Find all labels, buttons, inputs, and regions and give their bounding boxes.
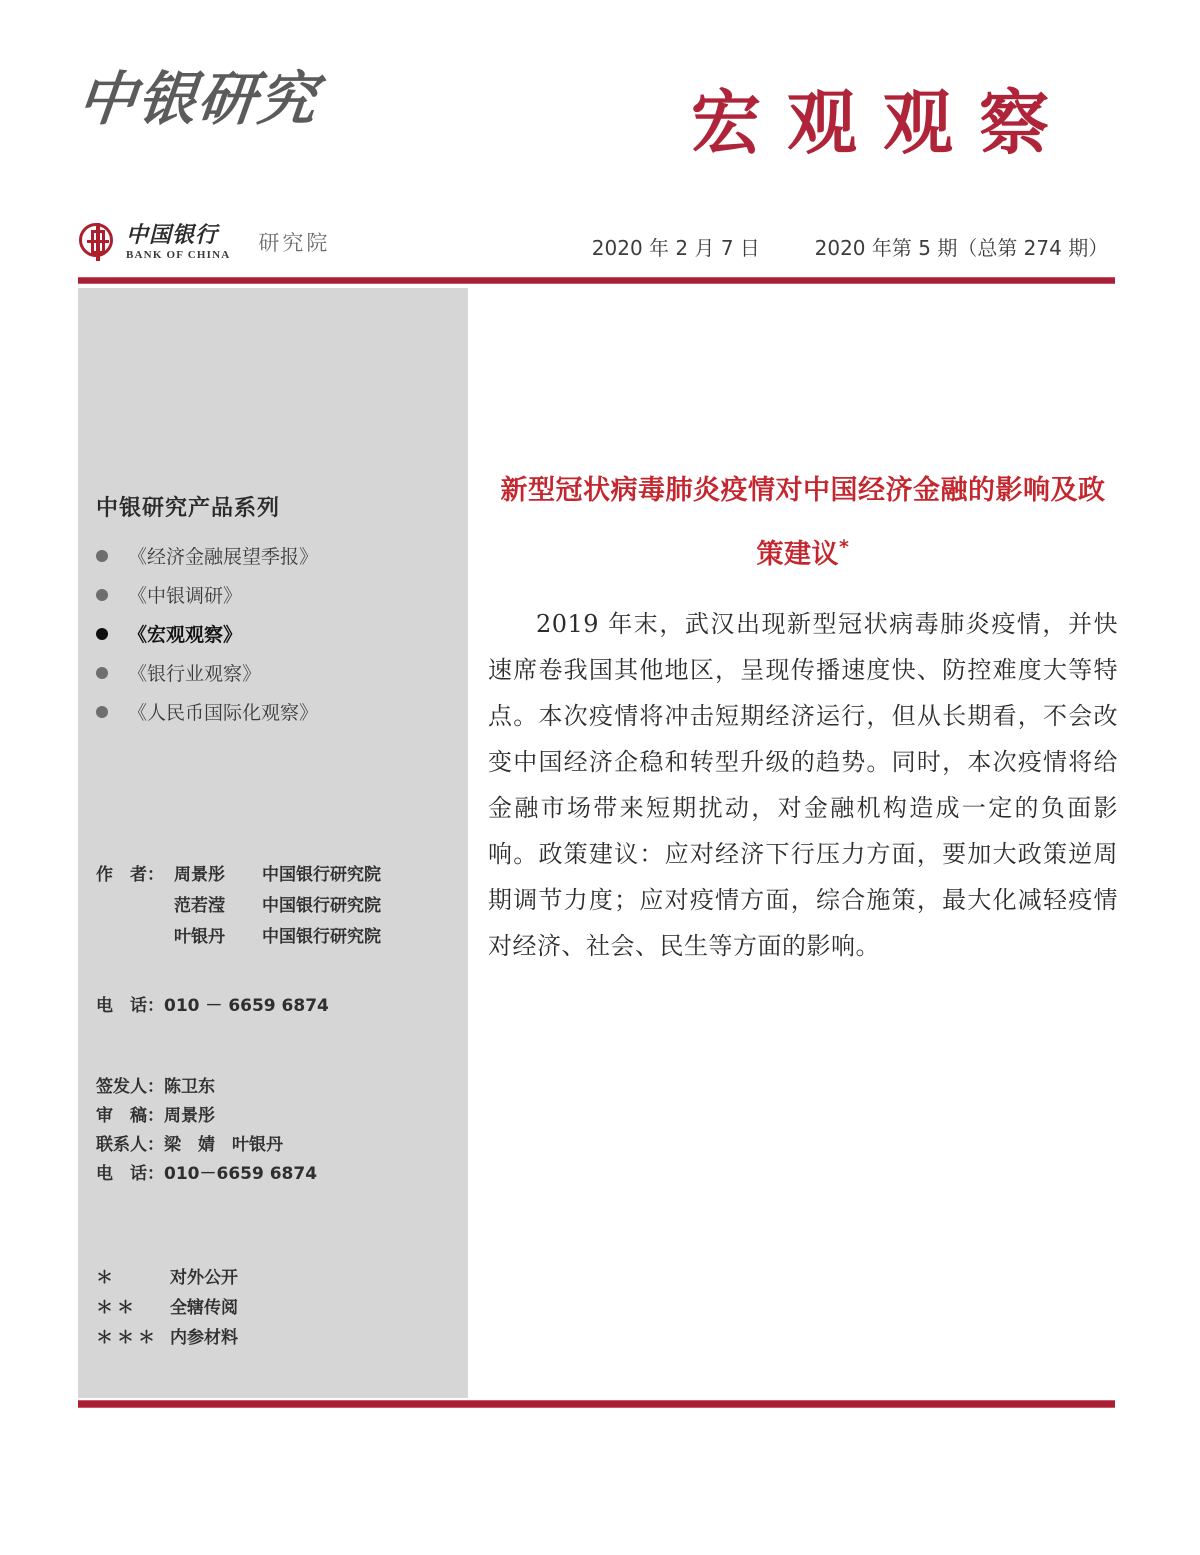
- authors-block: [96, 860, 456, 953]
- page-title: [488, 288, 1118, 583]
- author-affiliation: 中国银行研究院: [262, 896, 381, 916]
- contacts-block: [96, 1073, 456, 1189]
- legend-label: 内参材料: [170, 1328, 238, 1348]
- legend-star-marker: ＊＊＊: [96, 1328, 159, 1348]
- bullet-dot-icon: [96, 628, 108, 640]
- issue-line: [560, 232, 1140, 261]
- sidebar-product-list: [96, 536, 456, 731]
- sidebar-item-label: 《银行业观察》: [128, 663, 262, 685]
- legend-label: 全辖传阅: [170, 1298, 238, 1318]
- sidebar-item-banking-observation[interactable]: [96, 653, 456, 692]
- page-header: [0, 0, 1200, 285]
- sidebar-panel: [78, 288, 468, 1398]
- emblem-horizontal-bar-shape: [87, 240, 109, 243]
- sidebar-item-label: 《中银调研》: [128, 585, 243, 607]
- contact-reviewer: 审 稿：周景彤: [96, 1106, 215, 1126]
- author-name: 叶银丹: [174, 927, 225, 947]
- masthead-title: 宏观观察: [691, 82, 1075, 164]
- bullet-dot-icon: [96, 550, 108, 562]
- sidebar-item-quarterly-outlook[interactable]: [96, 536, 456, 575]
- sidebar-heading: 中银研究产品系列: [96, 496, 281, 521]
- bank-of-china-emblem-icon: [78, 222, 118, 262]
- sidebar-item-macro-observation[interactable]: [96, 614, 456, 653]
- publication-date: 2020 年 2 月 7 日: [591, 236, 760, 260]
- author-row: [96, 860, 456, 891]
- author-row: [96, 922, 456, 953]
- issue-number: 2020 年第 5 期（总第 274 期）: [814, 236, 1109, 260]
- author-phone: 电 话：010 － 6659 6874: [96, 996, 329, 1016]
- bullet-dot-icon: [96, 589, 108, 601]
- author-name: 范若滢: [174, 896, 225, 916]
- abstract-paragraph: 2019 年末，武汉出现新型冠状病毒肺炎疫情，并快速席卷我国其他地区，呈现传播速度快、防控难度大等特点。本次疫情将冲击短期经济运行，但从长期看，不会改变中国经济企稳和转型升级的趋势。同时，本次疫情将给金融市场带来短期扰动，对金融机构造成一定的负面影响。政策建议：应对经济下行压力方面，要加大政策逆周期调节力度；应对疫情方面，综合施策，最大化减轻疫情对经济、社会、民生等方面的影响。: [488, 610, 1118, 960]
- sidebar-item-label: 《宏观观察》: [128, 624, 243, 646]
- bank-name-chinese: 中国银行: [126, 221, 219, 248]
- author-name: 周景彤: [174, 865, 225, 885]
- legend-row-public: [96, 1263, 456, 1293]
- bullet-dot-icon: [96, 667, 108, 679]
- bank-name-block: [126, 221, 231, 261]
- author-row: [96, 891, 456, 922]
- authors-label: 作 者：: [96, 865, 164, 885]
- page-title-text: 新型冠状病毒肺炎疫情对中国经济金融的影响及政策建议: [500, 475, 1106, 570]
- institute-label: 研究院: [258, 231, 331, 255]
- contact-phone: 电 话：010－6659 6874: [96, 1164, 318, 1184]
- main-content: [488, 288, 1118, 969]
- contact-issuer: 签发人：陈卫东: [96, 1077, 215, 1097]
- legend-label: 对外公开: [170, 1268, 238, 1288]
- legend-row-internal-circulation: [96, 1293, 456, 1323]
- legend-star-marker: ＊: [96, 1268, 117, 1288]
- page-title-footnote-marker: *: [839, 536, 850, 558]
- legend-star-marker: ＊＊: [96, 1298, 138, 1318]
- sidebar-item-label: 《经济金融展望季报》: [128, 546, 319, 568]
- brand-script-wordmark: 中银研究: [74, 65, 322, 133]
- brand-logo: [74, 65, 458, 133]
- contact-persons: 联系人：梁 婧 叶银丹: [96, 1135, 283, 1155]
- header-divider-rule: [78, 277, 1115, 284]
- authors-label-spacer: [96, 891, 174, 922]
- author-affiliation: 中国银行研究院: [262, 865, 381, 885]
- bank-name-english: BANK OF CHINA: [126, 248, 231, 261]
- bank-of-china-logo-row: [78, 222, 330, 262]
- sidebar-item-rmb-internationalization[interactable]: [96, 692, 456, 731]
- sidebar-item-boc-survey[interactable]: [96, 575, 456, 614]
- authors-label-spacer: [96, 922, 174, 953]
- footer-divider-rule: [78, 1400, 1115, 1408]
- sidebar-item-label: 《人民币国际化观察》: [128, 702, 319, 724]
- legend-row-restricted: [96, 1323, 456, 1353]
- author-affiliation: 中国银行研究院: [262, 927, 381, 947]
- distribution-legend: [96, 1263, 456, 1353]
- bullet-dot-icon: [96, 706, 108, 718]
